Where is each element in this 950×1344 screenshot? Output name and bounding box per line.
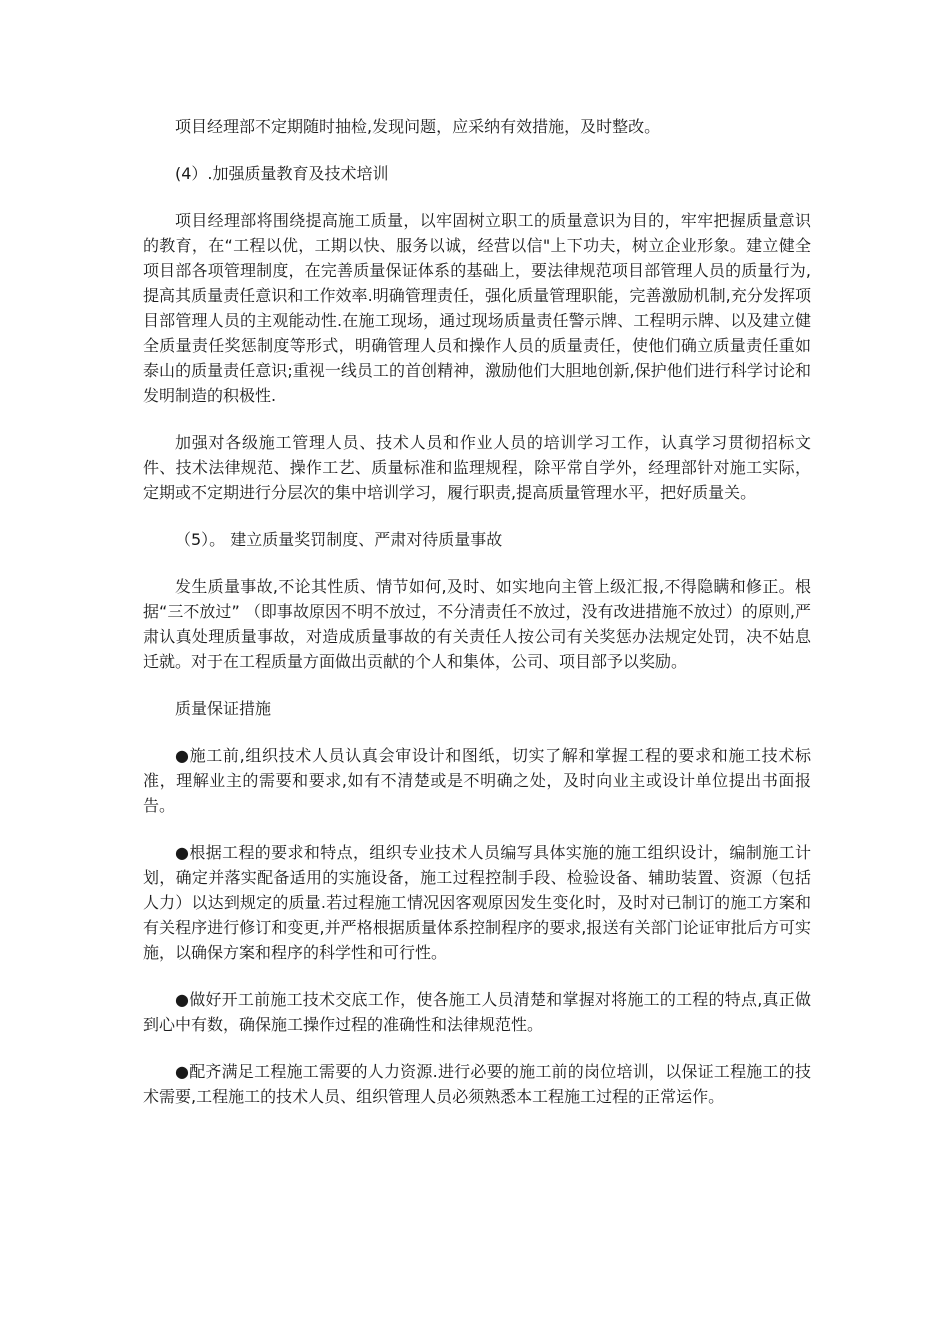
section-heading-education: (4）.加强质量教育及技术培训 [175, 164, 389, 183]
paragraph-training: 加强对各级施工管理人员、技术人员和作业人员的培训学习工作，认真学习贯彻招标文件、技术法律规范、操作工艺、质量标准和监理规程，除平常自学外，经理部针对施工实际，定期或不定期进行分层次的集中培训学习，履行职责,提高质量管理水平，把好质量关。 [143, 433, 811, 502]
bullet-construction-plan: ●根据工程的要求和特点，组织专业技术人员编写具体实施的施工组织设计，编制施工计划，确定并落实配备适用的实施设备，施工过程控制手段、检验设备、辅助装置、资源（包括人力）以达到规定的质量.若过程施工情况因客观原因发生变化时，及时对已制订的施工方案和有关程序进行修订和变更,并严格根据质量体系控制程序的要求,报送有关部门论证审批后方可实施，以确保方案和程序的科学性和可行性。 [143, 843, 811, 962]
paragraph-inspection: 项目经理部不定期随时抽检,发现问题，应采纳有效措施，及时整改。 [175, 117, 661, 136]
section-heading-quality-measures: 质量保证措施 [175, 699, 272, 718]
bullet-design-review: ●施工前,组织技术人员认真会审设计和图纸，切实了解和掌握工程的要求和施工技术标准，理解业主的需要和要求,如有不清楚或是不明确之处，及时向业主或设计单位提出书面报告。 [143, 746, 811, 815]
document-body [143, 114, 811, 1131]
section-heading-rewards-penalties: （5）。 建立质量奖罚制度、严肃对待质量事故 [175, 530, 503, 549]
paragraph-quality-accidents: 发生质量事故,不论其性质、情节如何,及时、如实地向主管上级汇报,不得隐瞒和修正。根据“三不放过” （即事故原因不明不放过，不分清责任不放过，没有改进措施不放过）的原则,严肃认真处理质量事故，对造成质量事故的有关责任人按公司有关奖惩办法规定处罚，决不姑息迁就。对于在工程质量方面做出贡献的个人和集体，公司、项目部予以奖励。 [143, 577, 811, 671]
bullet-human-resources: ●配齐满足工程施工需要的人力资源.进行必要的施工前的岗位培训，以保证工程施工的技术需要,工程施工的技术人员、组织管理人员必须熟悉本工程施工过程的正常运作。 [143, 1062, 811, 1106]
bullet-technical-briefing: ●做好开工前施工技术交底工作，使各施工人员清楚和掌握对将施工的工程的特点,真正做到心中有数，确保施工操作过程的准确性和法律规范性。 [143, 990, 811, 1034]
paragraph-quality-awareness: 项目经理部将围绕提高施工质量，以牢固树立职工的质量意识为目的，牢牢把握质量意识的教育，在“工程以优，工期以快、服务以诚，经营以信"上下功夫，树立企业形象。建立健全项目部各项管理制度，在完善质量保证体系的基础上，要法律规范项目部管理人员的质量行为,提高其质量责任意识和工作效率.明确管理责任，强化质量管理职能，完善激励机制,充分发挥项目部管理人员的主观能动性.在施工现场，通过现场质量责任警示牌、工程明示牌、以及建立健全质量责任奖惩制度等形式，明确管理人员和操作人员的质量责任，使他们确立质量责任重如泰山的质量责任意识;重视一线员工的首创精神，激励他们大胆地创新,保护他们进行科学讨论和发明制造的积极性. [143, 211, 811, 405]
